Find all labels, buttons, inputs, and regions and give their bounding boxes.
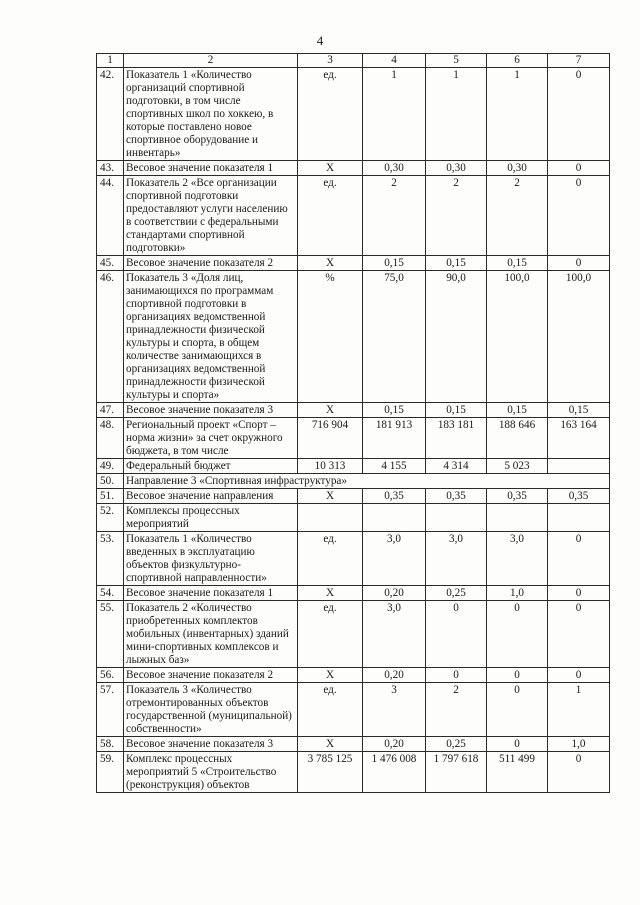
row-name-cell: Весовое значение показателя 2 bbox=[124, 668, 298, 683]
value-cell: 716 904 bbox=[298, 418, 363, 459]
value-cell bbox=[298, 504, 363, 532]
value-cell: 0 bbox=[426, 668, 487, 683]
value-cell: 2 bbox=[426, 683, 487, 737]
value-cell: 0 bbox=[487, 668, 548, 683]
value-cell: Х bbox=[298, 737, 363, 752]
row-number-cell: 53. bbox=[97, 532, 124, 586]
indicators-table bbox=[96, 53, 610, 793]
value-cell: 163 164 bbox=[548, 418, 610, 459]
row-number-cell: 48. bbox=[97, 418, 124, 459]
value-cell: ед. bbox=[298, 601, 363, 668]
value-cell: ед. bbox=[298, 68, 363, 161]
value-cell: 0,35 bbox=[426, 489, 487, 504]
value-cell: 3,0 bbox=[363, 601, 426, 668]
header-cell: 1 bbox=[97, 54, 124, 68]
row-number-cell: 50. bbox=[97, 474, 124, 489]
value-cell: ед. bbox=[298, 176, 363, 256]
table-row bbox=[97, 586, 610, 601]
table-row bbox=[97, 418, 610, 459]
value-cell: Х bbox=[298, 256, 363, 271]
table-row bbox=[97, 489, 610, 504]
row-number-cell: 52. bbox=[97, 504, 124, 532]
row-name-cell: Показатель 2 «Все организации спортивной подготовки предоставляют услуги населению в соответствии с федеральными стандартами спортивной подготовки» bbox=[124, 176, 298, 256]
value-cell: 1 bbox=[426, 68, 487, 161]
value-cell: 0,30 bbox=[426, 161, 487, 176]
value-cell: 0,15 bbox=[426, 403, 487, 418]
value-cell: 0 bbox=[548, 256, 610, 271]
page-number: 4 bbox=[316, 33, 324, 48]
value-cell: 1 797 618 bbox=[426, 752, 487, 793]
value-cell: 2 bbox=[487, 176, 548, 256]
value-cell: Х bbox=[298, 586, 363, 601]
value-cell: 2 bbox=[426, 176, 487, 256]
row-number-cell: 58. bbox=[97, 737, 124, 752]
value-cell: 1,0 bbox=[487, 586, 548, 601]
row-number-cell: 45. bbox=[97, 256, 124, 271]
value-cell: 90,0 bbox=[426, 271, 487, 403]
value-cell: 0,25 bbox=[426, 586, 487, 601]
section-heading-cell: Направление 3 «Спортивная инфраструктура» bbox=[124, 474, 610, 489]
value-cell: 188 646 bbox=[487, 418, 548, 459]
value-cell: 0,25 bbox=[426, 737, 487, 752]
table-row bbox=[97, 68, 610, 161]
value-cell: 3,0 bbox=[487, 532, 548, 586]
value-cell: 0,30 bbox=[363, 161, 426, 176]
row-name-cell: Весовое значение показателя 1 bbox=[124, 161, 298, 176]
value-cell bbox=[363, 504, 426, 532]
row-number-cell: 56. bbox=[97, 668, 124, 683]
table-row bbox=[97, 601, 610, 668]
header-cell: 3 bbox=[298, 54, 363, 68]
value-cell: 0,35 bbox=[548, 489, 610, 504]
value-cell: 1 476 008 bbox=[363, 752, 426, 793]
table-row bbox=[97, 176, 610, 256]
value-cell: 0 bbox=[548, 752, 610, 793]
row-name-cell: Весовое значение показателя 2 bbox=[124, 256, 298, 271]
value-cell: 75,0 bbox=[363, 271, 426, 403]
row-name-cell: Показатель 3 «Доля лиц, занимающихся по программам спортивной подготовки в организациях ведомственной принадлежности физической культуры и спорта, в общем количестве занимающихся в организациях ведомственной принадлежности физической культуры и спорта» bbox=[124, 271, 298, 403]
row-name-cell: Федеральный бюджет bbox=[124, 459, 298, 474]
value-cell: Х bbox=[298, 668, 363, 683]
value-cell bbox=[426, 504, 487, 532]
value-cell: 0,15 bbox=[363, 256, 426, 271]
value-cell: 1 bbox=[487, 68, 548, 161]
table-row bbox=[97, 504, 610, 532]
value-cell: 3 bbox=[363, 683, 426, 737]
value-cell: 0 bbox=[548, 668, 610, 683]
header-cell: 7 bbox=[548, 54, 610, 68]
value-cell: 0,30 bbox=[487, 161, 548, 176]
value-cell: 1 bbox=[548, 683, 610, 737]
row-name-cell: Показатель 1 «Количество введенных в эксплуатацию объектов физкультурно-спортивной направленности» bbox=[124, 532, 298, 586]
value-cell: 0 bbox=[548, 68, 610, 161]
row-number-cell: 47. bbox=[97, 403, 124, 418]
value-cell: 0 bbox=[548, 176, 610, 256]
value-cell bbox=[487, 504, 548, 532]
value-cell: 0 bbox=[426, 601, 487, 668]
header-cell: 5 bbox=[426, 54, 487, 68]
table-row bbox=[97, 256, 610, 271]
value-cell: 4 155 bbox=[363, 459, 426, 474]
row-name-cell: Весовое значение показателя 3 bbox=[124, 737, 298, 752]
row-number-cell: 44. bbox=[97, 176, 124, 256]
value-cell: 0,15 bbox=[426, 256, 487, 271]
row-name-cell: Показатель 2 «Количество приобретенных комплектов мобильных (инвентарных) зданий мини-спортивных комплексов и лыжных баз» bbox=[124, 601, 298, 668]
table-header-row bbox=[97, 54, 610, 68]
row-name-cell: Комплекс процессных мероприятий 5 «Строительство (реконструкция) объектов bbox=[124, 752, 298, 793]
row-name-cell: Весовое значение показателя 1 bbox=[124, 586, 298, 601]
row-name-cell: Показатель 3 «Количество отремонтированных объектов государственной (муниципальной) собственности» bbox=[124, 683, 298, 737]
row-number-cell: 59. bbox=[97, 752, 124, 793]
value-cell: ед. bbox=[298, 532, 363, 586]
value-cell: 10 313 bbox=[298, 459, 363, 474]
row-number-cell: 55. bbox=[97, 601, 124, 668]
value-cell bbox=[548, 459, 610, 474]
value-cell: 0,35 bbox=[487, 489, 548, 504]
value-cell: 0 bbox=[487, 737, 548, 752]
value-cell: 3,0 bbox=[426, 532, 487, 586]
value-cell: ед. bbox=[298, 683, 363, 737]
value-cell: 0 bbox=[548, 161, 610, 176]
row-number-cell: 49. bbox=[97, 459, 124, 474]
row-number-cell: 57. bbox=[97, 683, 124, 737]
value-cell: 183 181 bbox=[426, 418, 487, 459]
value-cell: 0,15 bbox=[487, 403, 548, 418]
row-name-cell: Показатель 1 «Количество организаций спортивной подготовки, в том числе спортивных школ по хоккею, в которые поставлено новое спортивное оборудование и инвентарь» bbox=[124, 68, 298, 161]
table-row bbox=[97, 474, 610, 489]
value-cell: 0 bbox=[548, 601, 610, 668]
table-row bbox=[97, 737, 610, 752]
row-name-cell: Весовое значение показателя 3 bbox=[124, 403, 298, 418]
row-name-cell: Комплексы процессных мероприятий bbox=[124, 504, 298, 532]
value-cell: 100,0 bbox=[487, 271, 548, 403]
value-cell: 0,20 bbox=[363, 586, 426, 601]
value-cell: 0,20 bbox=[363, 737, 426, 752]
value-cell: % bbox=[298, 271, 363, 403]
table-row bbox=[97, 752, 610, 793]
value-cell: 1,0 bbox=[548, 737, 610, 752]
row-number-cell: 42. bbox=[97, 68, 124, 161]
row-number-cell: 46. bbox=[97, 271, 124, 403]
value-cell: 0 bbox=[487, 601, 548, 668]
value-cell: 0,15 bbox=[548, 403, 610, 418]
value-cell: 5 023 bbox=[487, 459, 548, 474]
value-cell: 0,15 bbox=[363, 403, 426, 418]
table-row bbox=[97, 271, 610, 403]
row-number-cell: 51. bbox=[97, 489, 124, 504]
table-row bbox=[97, 161, 610, 176]
value-cell: 4 314 bbox=[426, 459, 487, 474]
value-cell: 0,20 bbox=[363, 668, 426, 683]
value-cell: 1 bbox=[363, 68, 426, 161]
table-row bbox=[97, 532, 610, 586]
value-cell: 2 bbox=[363, 176, 426, 256]
value-cell: 0 bbox=[487, 683, 548, 737]
value-cell: Х bbox=[298, 489, 363, 504]
row-number-cell: 54. bbox=[97, 586, 124, 601]
value-cell: Х bbox=[298, 161, 363, 176]
value-cell: 511 499 bbox=[487, 752, 548, 793]
value-cell bbox=[548, 504, 610, 532]
value-cell: 0,15 bbox=[487, 256, 548, 271]
value-cell: 100,0 bbox=[548, 271, 610, 403]
value-cell: 181 913 bbox=[363, 418, 426, 459]
header-cell: 4 bbox=[363, 54, 426, 68]
row-number-cell: 43. bbox=[97, 161, 124, 176]
value-cell: 0 bbox=[548, 586, 610, 601]
table-row bbox=[97, 668, 610, 683]
row-name-cell: Весовое значение направления bbox=[124, 489, 298, 504]
value-cell: 3 785 125 bbox=[298, 752, 363, 793]
row-name-cell: Региональный проект «Спорт – норма жизни» за счет окружного бюджета, в том числе bbox=[124, 418, 298, 459]
table-row bbox=[97, 403, 610, 418]
table-row bbox=[97, 683, 610, 737]
table-row bbox=[97, 459, 610, 474]
value-cell: Х bbox=[298, 403, 363, 418]
value-cell: 0,35 bbox=[363, 489, 426, 504]
value-cell: 0 bbox=[548, 532, 610, 586]
value-cell: 3,0 bbox=[363, 532, 426, 586]
header-cell: 6 bbox=[487, 54, 548, 68]
header-cell: 2 bbox=[124, 54, 298, 68]
